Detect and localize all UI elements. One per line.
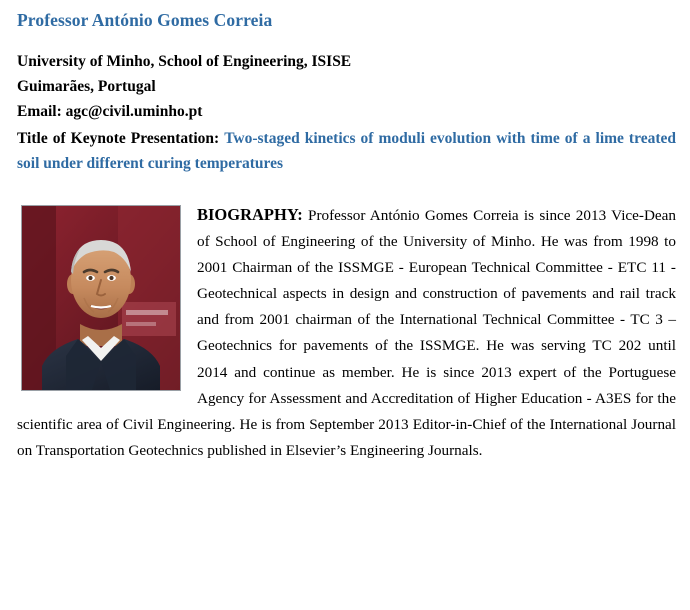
biography-section [17,201,676,465]
keynote-title-value: Two-staged kinetics of moduli evolution with time of a lime treated soil under different curing temperatures [17,130,676,173]
affiliation-block [17,49,676,124]
affiliation-line-2: Guimarães, Portugal [17,78,156,96]
biography-body: Professor António Gomes Correia is since 2013 Vice-Dean of School of Engineering of the University of Minho. He was from 1998 to 2001 Chairman of the ISSMGE - European Technical Committee - ETC 11 - Geotechnical aspects in design and construction of pavements and rail track and from 2001 chairman of the International Technical Committee - TC 3 – Geotechnics for pavements of the ISSMGE. He was serving TC 202 until 2014 and continue as member. He is since 2013 expert of the Portuguese Agency for Assessment and Accreditation of Higher Education - A3ES for the scientific area of Civil Engineering. He is from September 2013 Editor-in-Chief of the International Journal on Transportation Geotechnics published in Elsevier’s Engineering Journals. [17,206,677,460]
keynote-title-label: Title of Keynote Presentation: [17,130,220,148]
keynote-title-block [17,126,676,176]
email-line [17,99,676,124]
portrait-illustration [22,206,180,390]
affiliation-line-1: University of Minho, School of Engineering, ISISE [17,53,352,70]
speaker-portrait [21,205,181,391]
biography-separator: : [297,204,303,224]
biography-label: BIOGRAPHY [197,204,298,224]
email-value[interactable]: agc@civil.uminho.pt [65,103,203,121]
email-label: Email: [17,103,62,121]
speaker-name: Professor António Gomes Correia [17,10,273,30]
